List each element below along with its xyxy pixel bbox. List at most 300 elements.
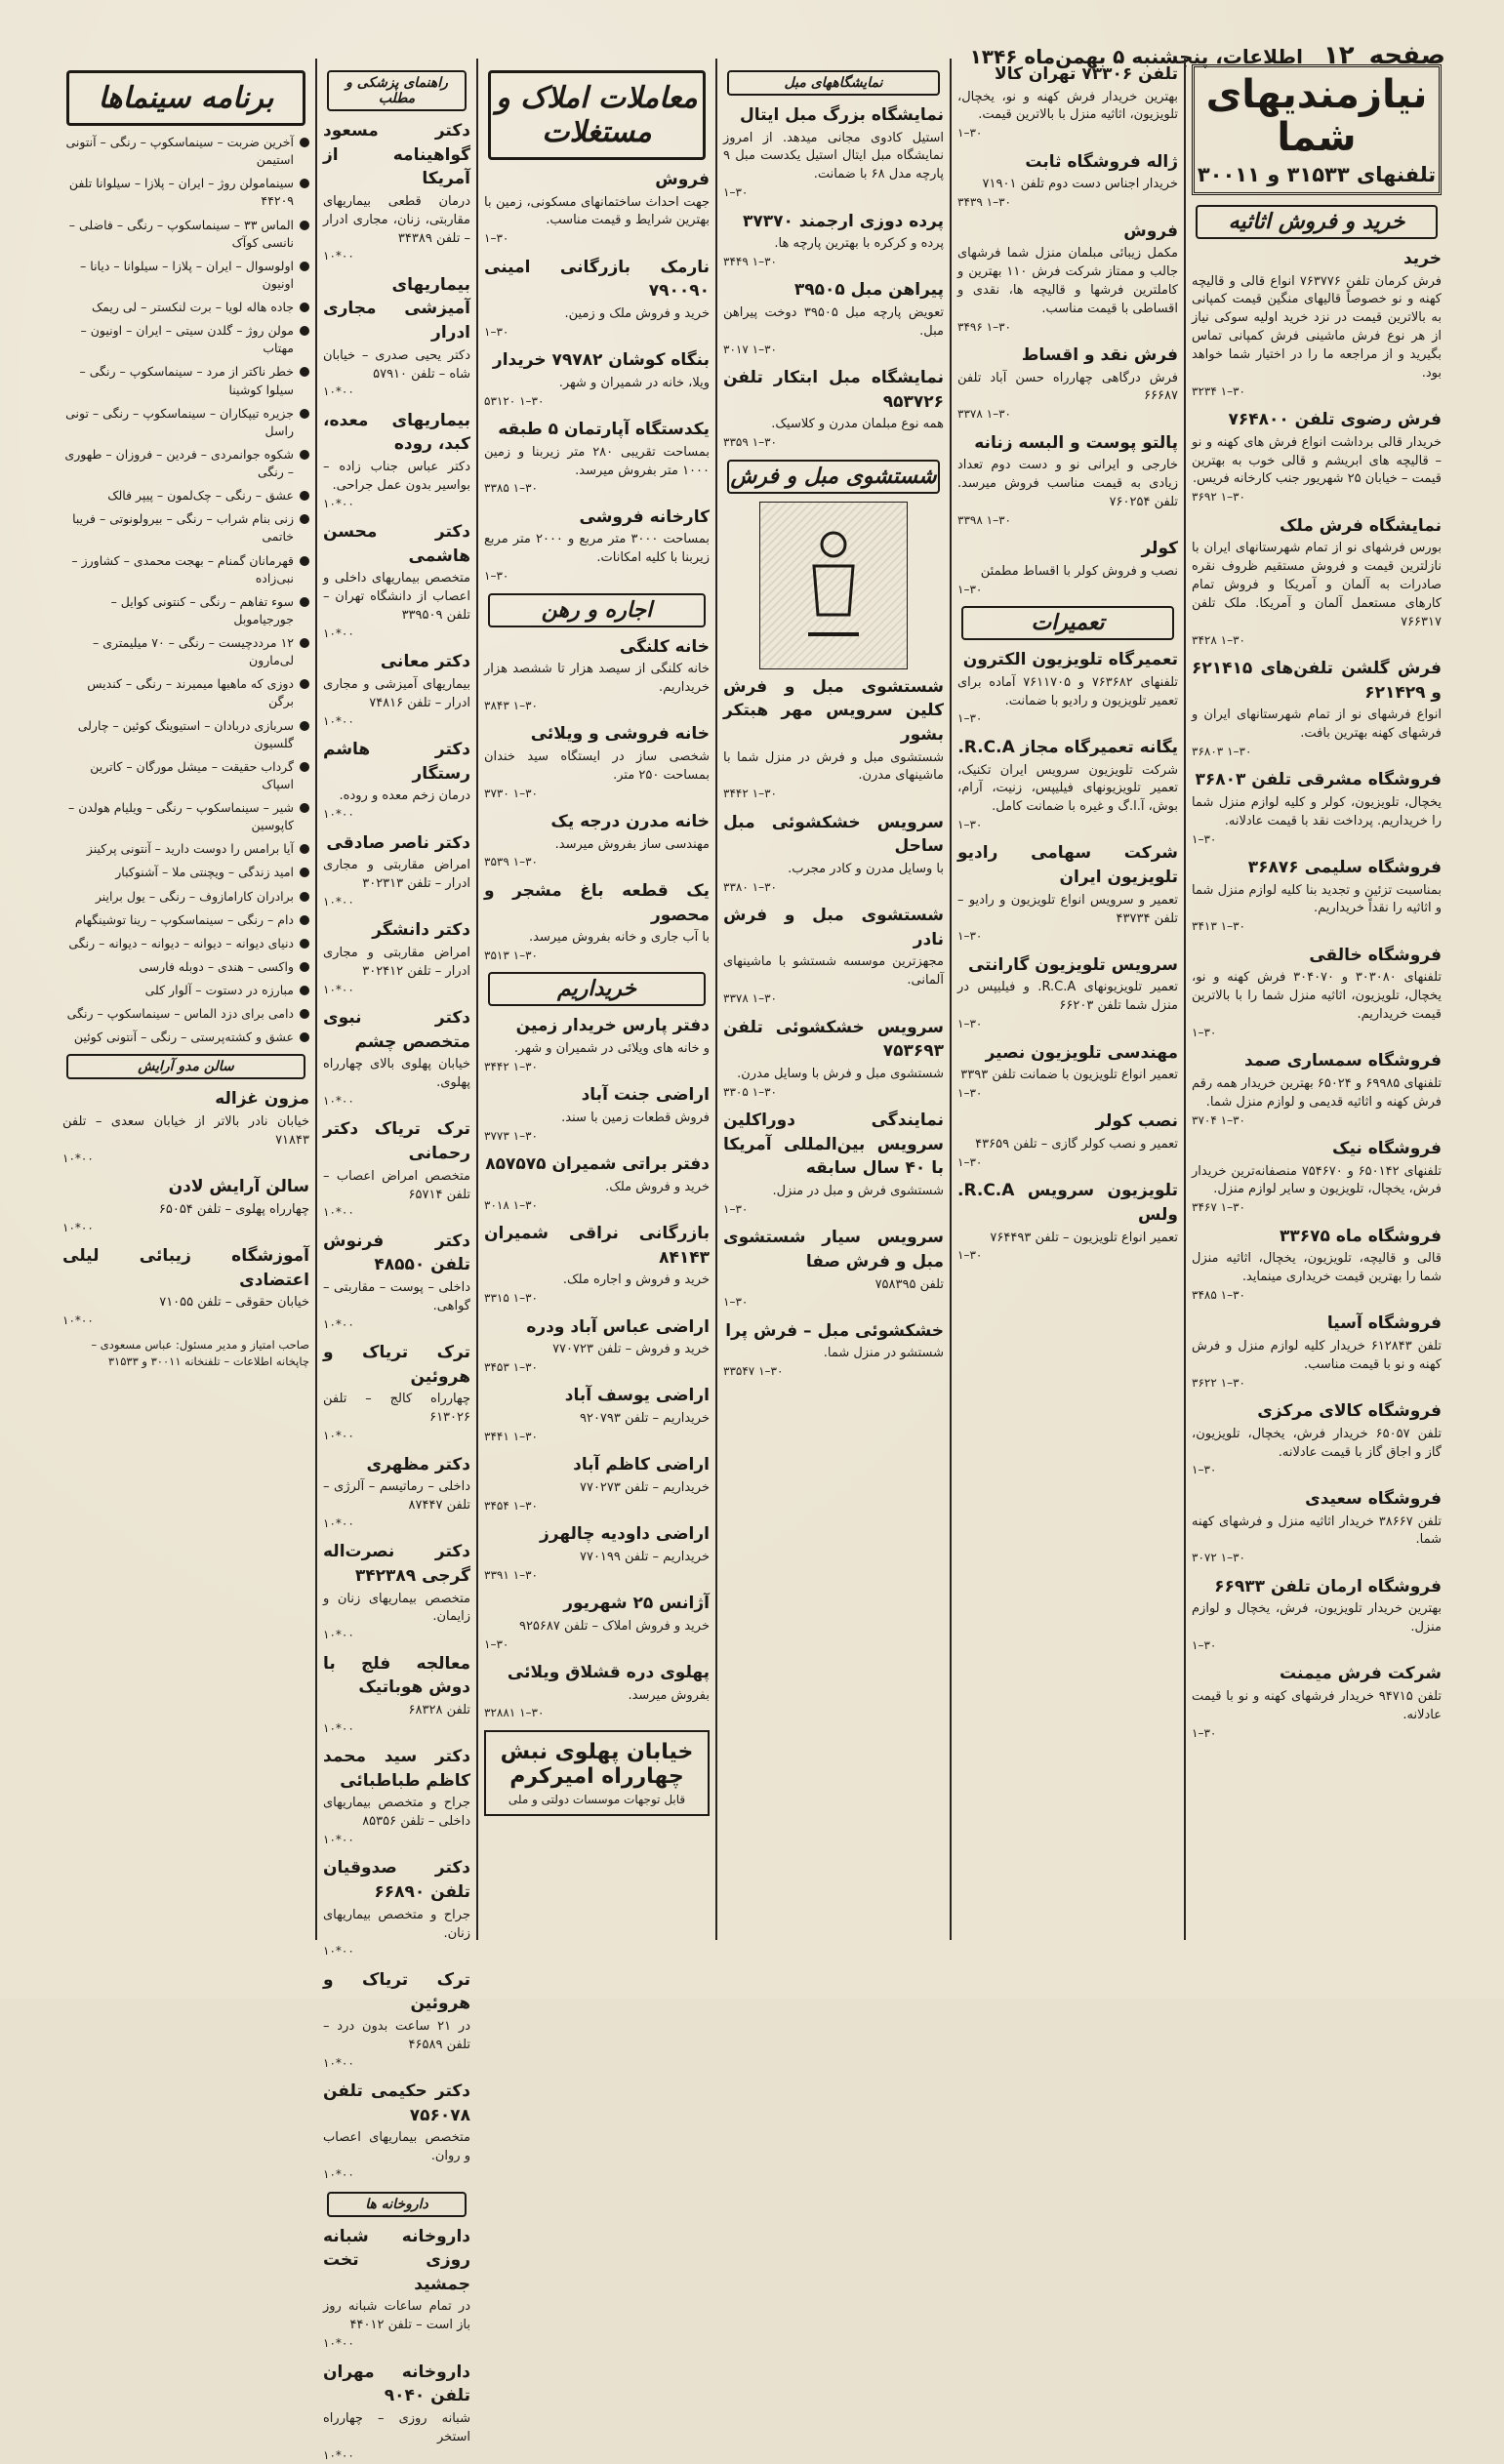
cinema-listing: زنی بنام شراب – رنگی – بیرولونوتی – فریبا خاتمی [62, 510, 309, 545]
ad-body: شستشوی مبل و فرش با وسایل مدرن. [737, 1066, 944, 1081]
classified-ad [323, 409, 470, 512]
classified-ad [1192, 768, 1442, 848]
classified-ad [723, 675, 944, 803]
ad-title: مهندسی تلویزیون نصیر [985, 1042, 1178, 1063]
ad-body: تلفن ۷۵۸۳۹۵ [874, 1276, 944, 1292]
ad-body: تلفن ۶۸۳۲۸ [408, 1702, 470, 1717]
ad-code: ۳۰–۱ ۳۴۵۳ [484, 1360, 538, 1374]
ad-title: تلویزیون سرویس R.C.A. ولس [957, 1181, 1178, 1225]
classified-ad [323, 2225, 470, 2353]
cinema-listing: عشق – رنگی – چک‌لمون – پیپر فالک [62, 487, 309, 505]
ad-title: دکتر دانشگر [372, 920, 470, 941]
ad-title: خانه فروشی و ویلائی [530, 724, 710, 745]
ad-body: تعمیر انواع تلویزیون با ضمانت تلفن ۳۳۹۳ [960, 1068, 1178, 1083]
classified-ad [1192, 1312, 1442, 1392]
ad-code: ۳۰–۱ ۳۴۵۴ [484, 1498, 538, 1513]
ad-body: قالی و قالیچه، تلویزیون، یخچال، اثاثیه منزل شما را بهترین قیمت خریداری مینماید. [1192, 1251, 1442, 1285]
ad-body: همه نوع مبلمان مدرن و کلاسیک. [771, 417, 944, 432]
ad-body: تلفن ۳۸۶۶۷ خریدار اثاثیه منزل و فرشهای کهنه شما. [1192, 1514, 1442, 1548]
ad-body: مهندسی ساز بفروش میرسد. [554, 836, 710, 852]
ad-code: ۰۰*۱۰ [323, 1094, 354, 1109]
ad-body: نصب و فروش کولر با اقساط مطمئن [980, 563, 1178, 579]
ad-body: خریدار قالی برداشت انواع فرش های کهنه و نو – قالیچه های ابریشم و قالی خوب به بهترین قیمت – خیابان ۲۵ شهریور جنب کارخانه فریس. [1192, 434, 1442, 487]
classified-ad [323, 1745, 470, 1848]
ad-body: چهارراه کالج – تلفن ۶۱۳۰۲۶ [323, 1392, 470, 1426]
ad-title: فروشگاه سلیمی ۳۶۸۷۶ [1247, 857, 1442, 877]
section-beauty: سالن مدو آرایش [66, 1054, 305, 1079]
ad-title: فرش نقد و اقساط [1021, 345, 1178, 365]
ad-body: تلفن ۹۴۷۱۵ خریدار فرشهای کهنه و نو با قیمت عادلانه. [1192, 1688, 1442, 1722]
ad-code: ۳۰–۱ [723, 1201, 749, 1216]
ad-title: شرکت سهامی رادیو تلویزیون ایران [957, 843, 1178, 888]
ad-code: ۳۰–۱ ۳۴۴۲ [484, 1059, 538, 1073]
ad-title: پرده دوزی ارجمند ۳۷۳۷۰ [742, 211, 944, 231]
cinema-listing: خطر ناکتر از مرد – سینماسکوپ – رنگی – سیلوا کوشینا [62, 363, 309, 398]
classified-ad [484, 505, 710, 586]
ad-code: ۳۰–۱ [957, 1154, 983, 1169]
ad-body: جهت احداث ساختمانهای مسکونی، زمین با بهترین شرایط و قیمت مناسب. [484, 194, 710, 228]
ad-code: ۰۰*۱۰ [62, 1220, 94, 1234]
ad-body: یخچال، تلویزیون، کولر و کلیه لوازم منزل شما را خریداریم. پرداخت نقد با قیمت عادلانه. [1192, 794, 1442, 828]
ad-code: ۳۰–۱ ۳۳۹۸ [957, 512, 1011, 527]
section-rent: اجاره و رهن [488, 593, 706, 627]
ad-code: ۳۰–۱ ۳۲۳۴ [1192, 384, 1245, 398]
classified-ad [484, 1661, 710, 1722]
ad-code: ۰۰*۱۰ [323, 1628, 354, 1642]
ad-title: معالجه فلج با دوش هوباتیک [323, 1653, 470, 1698]
classified-ad [323, 1117, 470, 1221]
ad-body: جراح و متخصص بیماریهای داخلی – تلفن ۸۵۳۵۶ [323, 1796, 470, 1830]
ad-title: بنگاه کوشان ۷۹۷۸۲ خریدار [492, 350, 710, 371]
cinema-listing: سربازی دربادان – استیوینگ کوئین – چارلی گلسیون [62, 717, 309, 752]
classified-ad [957, 1041, 1178, 1103]
ad-body: داخلی – رماتیسم – آلرژی – تلفن ۸۷۴۴۷ [323, 1479, 470, 1513]
ad-title: سرویس خشکشوئی تلفن ۷۵۳۶۹۳ [723, 1017, 944, 1062]
ad-title: اراضی عباس آباد ودره [526, 1316, 710, 1337]
ad-code: ۰۰*۱۰ [323, 982, 354, 996]
classified-ad [1192, 1225, 1442, 1305]
classified-ad [723, 210, 944, 271]
ad-title: شرکت فرش میمنت [1280, 1664, 1442, 1684]
ad-title: خانه مدرن درجه یک [550, 811, 710, 831]
ad-code: ۳۰–۱ [957, 1086, 983, 1100]
ad-title: فروش [655, 170, 710, 189]
ad-code: ۰۰*۱۰ [323, 2055, 354, 2070]
classified-ad [323, 918, 470, 998]
ad-code: ۰۰*۱۰ [323, 1944, 354, 1959]
ad-code: ۰۰*۱۰ [323, 1515, 354, 1530]
ad-body: بورس فرشهای نو از تمام شهرستانهای ایران با نازلترین قیمت و فروش مستقیم ظروف نقره صادرات به آلمان و آمریکا و فروش تمام کارهای مستعمل آلمان و آمریکا. ملک تلفن ۷۶۶۳۱۷ [1192, 541, 1442, 629]
section-furniture: خرید و فروش اثاثیه [1196, 205, 1438, 239]
ad-code: ۳۰–۱ [484, 324, 509, 339]
classified-ad [957, 1179, 1178, 1265]
ad-code: ۳۰–۱ [723, 1295, 749, 1310]
classified-ad [323, 520, 470, 642]
ad-code: ۳۰–۱ ۳۳۵۴۷ [723, 1364, 784, 1379]
ad-title: دکتر مسعود گواهینامه از آمریکا [323, 121, 470, 189]
ad-body: چهارراه پهلوی – تلفن ۶۵۰۵۴ [158, 1201, 309, 1217]
cinema-listing: جزیره تیپکاران – سینماسکوپ – رنگی – تونی راسل [62, 405, 309, 440]
ad-title: دکتر سید محمد کاظم طباطبائی [323, 1747, 470, 1791]
ad-body: دکتر یحیی صدری – خیابان شاه – تلفن ۵۷۹۱۰ [323, 347, 470, 382]
ad-title: فروشگاه کالای مرکزی [1257, 1401, 1442, 1422]
classified-ad [484, 1083, 710, 1145]
ad-body: تعمیر تلویزیونهای R.C.A. و فیلیپس در منزل شما تلفن ۶۶۲۰۳ [957, 980, 1178, 1014]
ad-title: ترک تریاک و هروئین [323, 1969, 470, 2014]
ad-title: نمایشگاه مبل ابتکار تلفن ۹۵۳۷۲۶ [723, 368, 944, 412]
ad-title: سرویس سیار شستشوی مبل و فرش صفا [723, 1228, 944, 1272]
ad-title: سالن آرایش لادن [168, 1177, 309, 1197]
classified-ad [323, 1856, 470, 1959]
ad-title: دکتر هاشم رستگار [323, 740, 470, 784]
ad-body: بیماریهای آمیزشی و مجاری ادرار – تلفن ۷۴۸۱۶ [323, 677, 470, 710]
ad-code: ۳۰–۱ ۳۴۸۵ [1192, 1288, 1245, 1303]
ad-code: ۳۰–۱ [1192, 1725, 1217, 1740]
ad-body: متخصص بیماریهای اعصاب و روان. [323, 2130, 470, 2164]
cinema-listing: جاده هاله لویا – برت لنکستر – لی‌ ریمک [62, 299, 309, 316]
promo-box [484, 1730, 710, 1816]
ad-title: خانه کلنگی [619, 636, 710, 657]
ad-code: ۰۰*۱۰ [62, 1313, 94, 1328]
classified-ad [484, 1315, 710, 1377]
ad-code: ۳۰–۱ ۳۳۷۸ [957, 407, 1011, 422]
ad-body: درمان قطعی بیماریهای مقاربتی، زنان، مجاری ادرار – تلفن ۳۴۳۸۹ [323, 193, 470, 246]
classified-ad [957, 1110, 1178, 1171]
ad-title: نمایشگاه بزرگ مبل ایتال [740, 105, 944, 125]
ad-body: تلفنهای ۳۰۳۰۸۰ و ۳۰۴۰۷۰ فرش کهنه و نو، یخچال، تلویزیون، اثاثیه منزل شما را با بالاترین قیمت خریداریم. [1192, 970, 1443, 1023]
classified-ad [1192, 1049, 1442, 1129]
ad-title: فروشگاه خالقی [1309, 945, 1442, 965]
ad-title: دفتر براتی شمیران ۸۵۷۵۷۵ [485, 1154, 710, 1175]
ad-code: ۳۰–۱ ۳۷۰۴ [1192, 1112, 1245, 1127]
cinema-listing: امید زندگی – ویچنتی ملا – آشنوکبار [62, 864, 309, 881]
ad-code: ۳۰–۱ [957, 1017, 983, 1031]
ad-code: ۰۰*۱۰ [323, 626, 354, 641]
cinema-listing: واکسی – هندی – دوبله فارسی [62, 958, 309, 976]
cleaning-illustration [759, 502, 908, 669]
ad-body: خرید و فروش و اجاره ملک. [562, 1272, 710, 1288]
ad-body: شبانه روزی – چهارراه استخر [323, 2410, 470, 2444]
ad-body: و خانه های ویلائی در شمیران و شهر. [513, 1041, 710, 1057]
ad-code: ۰۰*۱۰ [62, 1151, 94, 1165]
ad-code: ۳۰–۱ ۳۳۱۵ [484, 1291, 538, 1306]
cinema-listing: الماس ۳۳ – سینماسکوپ – رنگی – فاضلی – نانسی کوآک [62, 217, 309, 252]
ad-title: فروشگاه مشرقی تلفن ۳۶۸۰۳ [1195, 770, 1442, 790]
ad-title: فروشگاه سعیدی [1305, 1488, 1442, 1509]
ad-body: بمساحت تقریبی ۲۸۰ متر زیربنا و زمین ۱۰۰۰ متر بفروش میرسد. [484, 444, 710, 478]
cinema-listing: آیا برامس را دوست دارید – آنتونی پرکینز [62, 840, 309, 858]
ad-title: تلفن ۷۳۳۰۶ تهران کالا [995, 64, 1178, 84]
ad-body: شستشوی فرش و مبل در منزل. [772, 1183, 944, 1198]
classified-ad [323, 1230, 470, 1333]
ad-title: بازرگانی نراقی شمیران ۸۴۱۴۳ [484, 1224, 710, 1268]
ad-body: در ۲۱ ساعت بدون درد – تلفن ۴۶۵۸۹ [323, 2019, 470, 2052]
ad-body: داخلی – پوست – مقاربتی – گواهی. [323, 1280, 470, 1313]
ad-title: فرش گلشن تلفن‌های ۶۲۱۴۱۵ و ۶۲۱۴۲۹ [1192, 658, 1442, 703]
ad-body: شستشو در منزل شما. [823, 1346, 944, 1361]
ad-title: مزون غزاله [215, 1089, 309, 1110]
ad-body: بهترین خریدار فرش کهنه و نو، یخچال، تلویزیون، اثاثیه منزل با بالاترین قیمت. [957, 89, 1178, 123]
ad-code: ۳۰–۱ ۳۳۸۰ [723, 879, 777, 894]
ad-code: ۰۰*۱۰ [323, 384, 354, 399]
ad-body: پرده و کرکره با بهترین پارچه ها. [774, 236, 944, 252]
ad-code: ۳۰–۱ [957, 818, 983, 832]
classified-ad [484, 348, 710, 410]
ad-title: فروش [1123, 221, 1178, 241]
classified-ad [957, 62, 1178, 142]
classified-ad [484, 635, 710, 715]
issue-info: اطلاعات، پنجشنبه ۵ بهمن‌ماه ۱۳۴۶ [969, 45, 1303, 68]
section-exhibitions: نمایشگاههای مبل [727, 70, 940, 96]
ad-title: فروشگاه ارمان تلفن ۶۶۹۳۳ [1214, 1576, 1442, 1596]
ad-body: تعمیر انواع تلویزیون – تلفن ۷۶۴۴۹۳ [990, 1230, 1178, 1245]
ad-body: متخصص امراض اعصاب – تلفن ۶۵۷۱۴ [323, 1168, 470, 1202]
ad-code: ۰۰*۱۰ [323, 1429, 354, 1443]
ad-title: اراضی جنت آباد [581, 1085, 710, 1106]
ad-body: استیل کادوی مجانی میدهد. از امروز نمایشگاه مبل ایتال استیل یکدست مبل ۹ پارچه مدل ۶۸ با ضمانت. [723, 130, 944, 182]
classified-ad [323, 1341, 470, 1444]
ad-title: نمایشگاه فرش ملک [1279, 515, 1442, 536]
ad-body: تلفن ۶۵۰۵۷ خریدار فرش، یخچال، تلویزیون، گاز و اجاق گاز با قیمت عادلانه. [1192, 1426, 1443, 1460]
real-estate-ads [484, 168, 710, 586]
ad-code: ۳۰–۱ ۳۴۳۹ [957, 195, 1011, 210]
cinema-listing: برادران کارامازوف – رنگی – یول براینر [62, 888, 309, 906]
classified-ad [957, 343, 1178, 424]
ad-title: یک قطعه باغ مشجر و محصور [484, 880, 710, 925]
classified-ad [323, 119, 470, 265]
ad-body: خیابان پهلوی بالای چهارراه پهلوی. [323, 1057, 470, 1091]
ad-title: فروشگاه سمساری صمد [1244, 1051, 1442, 1071]
classified-ad [484, 1014, 710, 1075]
ad-body: بمساحت ۳۰۰۰ متر مربع و ۲۰۰۰ متر مربع زیربنا با کلیه امکانات. [484, 532, 710, 566]
ad-title: نصب کولر [1095, 1111, 1178, 1132]
ad-code: ۳۰–۱ [1192, 1637, 1217, 1652]
cinema-listing: گرداب حقیقت – میشل مورگان – کاترین اسپاک [62, 758, 309, 793]
classified-ad [484, 722, 710, 802]
ad-title: کولر [1141, 539, 1178, 559]
ad-code: ۰۰*۱۰ [323, 1316, 354, 1331]
classified-ad [484, 1222, 710, 1308]
ad-code: ۰۰*۱۰ [323, 2336, 354, 2351]
ad-body: مجهزترین موسسه شستشو با ماشینهای آلمانی. [723, 954, 944, 989]
ad-code: ۳۰–۱ ۳۴۱۳ [1192, 919, 1245, 934]
ad-code: ۳۰–۱ [1192, 1025, 1217, 1039]
classified-ad [1192, 514, 1442, 649]
classified-ad [323, 1540, 470, 1643]
ad-body: شستشوی مبل و فرش در منزل شما با ماشینهای مدرن. [723, 749, 944, 784]
ad-body: شخصی ساز در ایستگاه سید خندان بمساحت ۲۵۰ متر. [484, 748, 710, 783]
ad-body: بهترین خریدار تلویزیون، فرش، یخچال و لوازم منزل. [1192, 1601, 1442, 1636]
ad-title: پالتو پوست و البسه زنانه [974, 432, 1178, 453]
ad-body: تعمیر و نصب کولر گازی – تلفن ۴۳۶۵۹ [975, 1137, 1178, 1152]
ad-title: سرویس تلویزیون گارانتی [967, 954, 1178, 975]
cinema-list [62, 134, 309, 1046]
ad-code: ۳۰–۱ ۳۰۱۸ [484, 1197, 538, 1212]
ad-code: ۳۰–۱ ۳۴۲۸ [1192, 632, 1245, 647]
ad-body: امراض مقاربتی و مجاری ادرار – تلفن ۳۰۲۴۱۲ [323, 946, 470, 979]
ad-code: ۳۰–۱ [957, 582, 983, 596]
ad-code: ۳۰–۱ [957, 126, 983, 141]
ad-code: ۳۰–۱ ۳۳۹۱ [484, 1567, 538, 1582]
classified-ad [62, 1244, 309, 1330]
column-cinema [57, 59, 315, 1940]
classified-ad [957, 150, 1178, 212]
ad-title: دکتر نصرت‌اله گرجی ۳۴۲۳۸۹ [323, 1542, 470, 1586]
ad-body: فرش کرمان تلفن ۷۶۳۷۷۶ انواع قالی و قالیچه کهنه و نو خصوصاً قالیهای منگین قیمت کمپانی به بالاترین قیمت در نزد خرید اولیه سوکی نیاز از هر نوع فرش ماشینی فرش کمپانی تماس بگیرید و از مراجعه ما را در اختیار شما خواهد بود. [1192, 273, 1443, 381]
ad-title: آژانس ۲۵ شهریور [563, 1594, 710, 1614]
pharmacy-ads [323, 2225, 470, 2464]
ad-title: دکتر مظهری [366, 1454, 470, 1474]
ad-body: خیابان نادر بالاتر از خیابان سعدی – تلفن ۷۱۸۴۳ [62, 1114, 309, 1148]
cinema-listing: شیر – سینماسکوپ – رنگی – ویلیام هولدن – کاپوسین [62, 799, 309, 834]
ad-title: پهلوی دره قشلاق ویلائی [507, 1662, 710, 1682]
ad-code: ۳۰–۱ ۳۷۷۳ [484, 1128, 538, 1143]
banner-phones: تلفنهای ۳۱۵۳۳ و ۳۰۰۱۱ [1197, 163, 1437, 186]
classified-ad [323, 273, 470, 401]
section-medical: راهنمای پزشکی و مطلب [327, 70, 467, 111]
classified-ad [723, 811, 944, 897]
medical-ads [323, 119, 470, 2184]
classified-ad [723, 1226, 944, 1312]
classified-ad [484, 418, 710, 498]
banner-title: نیازمندیهای شما [1205, 72, 1428, 160]
ad-title: ژاله فروشگاه ثابت [1025, 151, 1178, 172]
classifieds-banner [1192, 64, 1442, 195]
page-number: ۱۲ [1322, 41, 1355, 70]
ad-title: خشکشوئی مبل – فرش پرا [725, 1320, 944, 1341]
ad-code: ۳۰–۱ ۳۷۳۰ [484, 786, 538, 800]
ad-title: دفتر پارس خریدار زمین [515, 1016, 710, 1036]
classified-ad [1192, 1575, 1442, 1655]
repair-ads [957, 648, 1178, 1265]
ad-body: تعویض پارچه مبل ۳۹۵۰۵ دوخت پیراهن مبل. [723, 305, 944, 339]
ad-body: متخصص بیماریهای زنان و زایمان. [323, 1591, 470, 1625]
classified-ad [723, 103, 944, 202]
ad-title: دکتر معانی [380, 652, 470, 672]
ad-code: ۳۰–۱ ۳۳۰۵ [723, 1084, 777, 1099]
column-furniture-cleaning [715, 59, 950, 1940]
ad-code: ۰۰*۱۰ [323, 1205, 354, 1220]
classified-ad [1192, 247, 1442, 400]
ad-code: ۰۰*۱۰ [323, 1720, 354, 1735]
ad-body: جراح و متخصص بیماریهای زنان. [323, 1907, 470, 1941]
ad-body: تعمیر و سرویس انواع تلویزیون و رادیو – تلفن ۴۳۷۳۴ [957, 892, 1178, 926]
beauty-ads [62, 1087, 309, 1329]
rent-ads [484, 635, 710, 965]
cinema-listing: شکوه جوانمردی – فردین – فروزان – طهوری – رنگی [62, 446, 309, 481]
classified-ad [1192, 1399, 1442, 1479]
ad-code: ۰۰*۱۰ [323, 2447, 354, 2462]
column-medical [315, 59, 476, 2462]
cinema-listing: دام – رنگی – سینماسکوپ – رینا توشینگهام [62, 911, 309, 929]
section-washing: شستشوی مبل و فرش [727, 460, 940, 494]
ad-body: متخصص بیماریهای داخلی و اعصاب از دانشگاه تهران – تلفن ۳۳۹۵۰۹ [323, 571, 470, 624]
ad-body: انواع فرشهای نو از تمام شهرستانهای ایران و فرشهای کهنه بهترین بافت. [1192, 707, 1442, 742]
ad-code: ۳۰–۱ [957, 929, 983, 944]
ad-title: داروخانه شبانه روزی تخت جمشید [323, 2226, 470, 2294]
ad-code: ۰۰*۱۰ [323, 894, 354, 909]
classified-ad [957, 431, 1178, 530]
ad-body: خرید و فروش ملک و زمین. [564, 306, 710, 321]
classified-ad [723, 278, 944, 358]
ad-body: با آب جاری و خانه بفروش میرسد. [529, 930, 710, 946]
classified-ad [484, 1592, 710, 1653]
classified-ad [62, 1087, 309, 1167]
cinema-listing: سینمامولن روژ – ایران – پلازا – سیلوانا تلفن ۴۴۲۰۹ [62, 175, 309, 210]
classified-ad [323, 831, 470, 911]
ad-title: یگانه تعمیرگاه مجاز R.C.A. [957, 737, 1178, 757]
ad-code: ۳۰–۱ ۳۴۴۹ [723, 255, 777, 269]
cinema-listing: مولن روژ – گلدن سیتی – ایران – اونیون – مهتاب [62, 322, 309, 357]
ad-code: ۳۰–۱ ۳۸۴۳ [484, 698, 538, 712]
classified-ad [723, 1016, 944, 1102]
ad-title: پیراهن مبل ۳۹۵۰۵ [793, 280, 944, 301]
ad-code: ۳۰–۱ [957, 1248, 983, 1263]
ad-code: ۳۰–۱ ۳۶۹۲ [1192, 490, 1245, 505]
ad-title: بیماریهای آمیزشی مجاری ادرار [323, 274, 470, 343]
ad-title: ترک تریاک و هروئین [323, 1343, 470, 1387]
ad-body: تلفن ۶۱۲۸۴۳ خریدار کلیه لوازم منزل و فرش کهنه و نو با قیمت مناسب. [1192, 1339, 1443, 1372]
section-buy: خریداریم [488, 972, 706, 1006]
cinema-listing: قهرمانان گمنام – بهجت محمدی – کشاورز – نبی‌زاده [62, 552, 309, 587]
classified-ad [323, 1006, 470, 1110]
ad-body: خریدار اجناس دست دوم تلفن ۷۱۹۰۱ [982, 177, 1178, 192]
ad-title: ترک تریاک دکتر رحمانی [323, 1119, 470, 1164]
ad-title: دکتر محسن هاشمی [323, 522, 470, 566]
ad-title: بیماریهای معده، کبد، روده [323, 410, 470, 455]
ad-body: خانه کلنگی از سیصد هزار تا ششصد هزار خریداریم. [484, 662, 710, 696]
ad-code: ۳۰–۱ ۳۴۶۷ [1192, 1200, 1245, 1215]
classified-ad [484, 1522, 710, 1584]
promo-title: خیابان پهلوی نبش چهارراه امیرکرم [500, 1739, 694, 1789]
ad-title: فروشگاه نیک [1332, 1138, 1442, 1158]
ad-body: بمناسبت تزئین و تجدید بنا کلیه لوازم منزل شما و اثاثیه را نقداً خریداریم. [1192, 882, 1442, 916]
ad-code: ۳۰–۱ [957, 711, 983, 726]
ad-code: ۳۰–۱ ۳۴۴۱ [484, 1429, 538, 1443]
exhibition-ads [723, 103, 944, 452]
cinema-listing: ۱۲ مرددچیست – رنگی – ۷۰ میلیمتری – لی‌مارون [62, 634, 309, 669]
classified-ad [1192, 1137, 1442, 1217]
classified-ad [1192, 657, 1442, 760]
ad-title: فروشگاه ماه ۳۳۶۷۵ [1280, 1226, 1442, 1246]
ad-code: ۳۰–۱ ۳۴۹۶ [957, 319, 1011, 334]
ad-title: اراضی کاظم آباد [573, 1455, 710, 1475]
ad-code: ۳۰–۱ ۳۳۷۸ [723, 991, 777, 1006]
classified-ad [957, 220, 1178, 336]
ad-title: فرش رضوی تلفن ۷۶۴۸۰۰ [1228, 410, 1442, 430]
classified-ad [323, 1652, 470, 1738]
ad-body: خیابان حقوقی – تلفن ۷۱۰۵۵ [159, 1295, 309, 1311]
publisher-info: صاحب امتیاز و مدیر مسئول: عباس مسعودی – چاپخانه اطلاعات – تلفنخانه ۳۰۰۱۱ و ۳۱۵۳۳ [91, 1338, 309, 1369]
ad-title: شستشوی مبل و فرش کلین سرویس مهر هبتکر بشور [723, 676, 944, 745]
ad-body: با وسایل مدرن و کادر مجرب. [788, 861, 944, 876]
ad-code: ۰۰*۱۰ [323, 496, 354, 510]
ad-body: مکمل زیبائی مبلمان منزل شما فرشهای جالب و ممتاز شرکت فرش ۱۱۰ بهترین و کاملترین فرشها و قالیچه ها، نقدی و اقساطی با قیمت مناسب. [957, 246, 1178, 316]
ad-body: خریداریم – تلفن ۷۷۰۲۷۳ [579, 1479, 710, 1495]
ad-body: در تمام ساعات شبانه روز باز است – تلفن ۴۴۰۱۲ [323, 2299, 470, 2333]
ad-code: ۳۰–۱ ۳۳۸۵ [484, 481, 538, 496]
cinema-listing: سوء تفاهم – رنگی – کنتونی کوایل – جورجیاموبل [62, 593, 309, 628]
classified-ad [484, 1453, 710, 1515]
ad-title: آموزشگاه زیبائی لیلی اعتضادی [62, 1245, 309, 1290]
classified-ad [1192, 1487, 1442, 1567]
section-cinema: برنامه سینماها [66, 70, 305, 126]
classified-ad [484, 256, 710, 342]
classified-ad [1192, 1662, 1442, 1742]
ad-body: خرید و فروش ملک. [605, 1179, 710, 1194]
ad-title: اراضی یوسف آباد [564, 1386, 710, 1406]
ad-title: دکتر فرنوش تلفن ۴۸۵۵۰ [323, 1231, 470, 1275]
